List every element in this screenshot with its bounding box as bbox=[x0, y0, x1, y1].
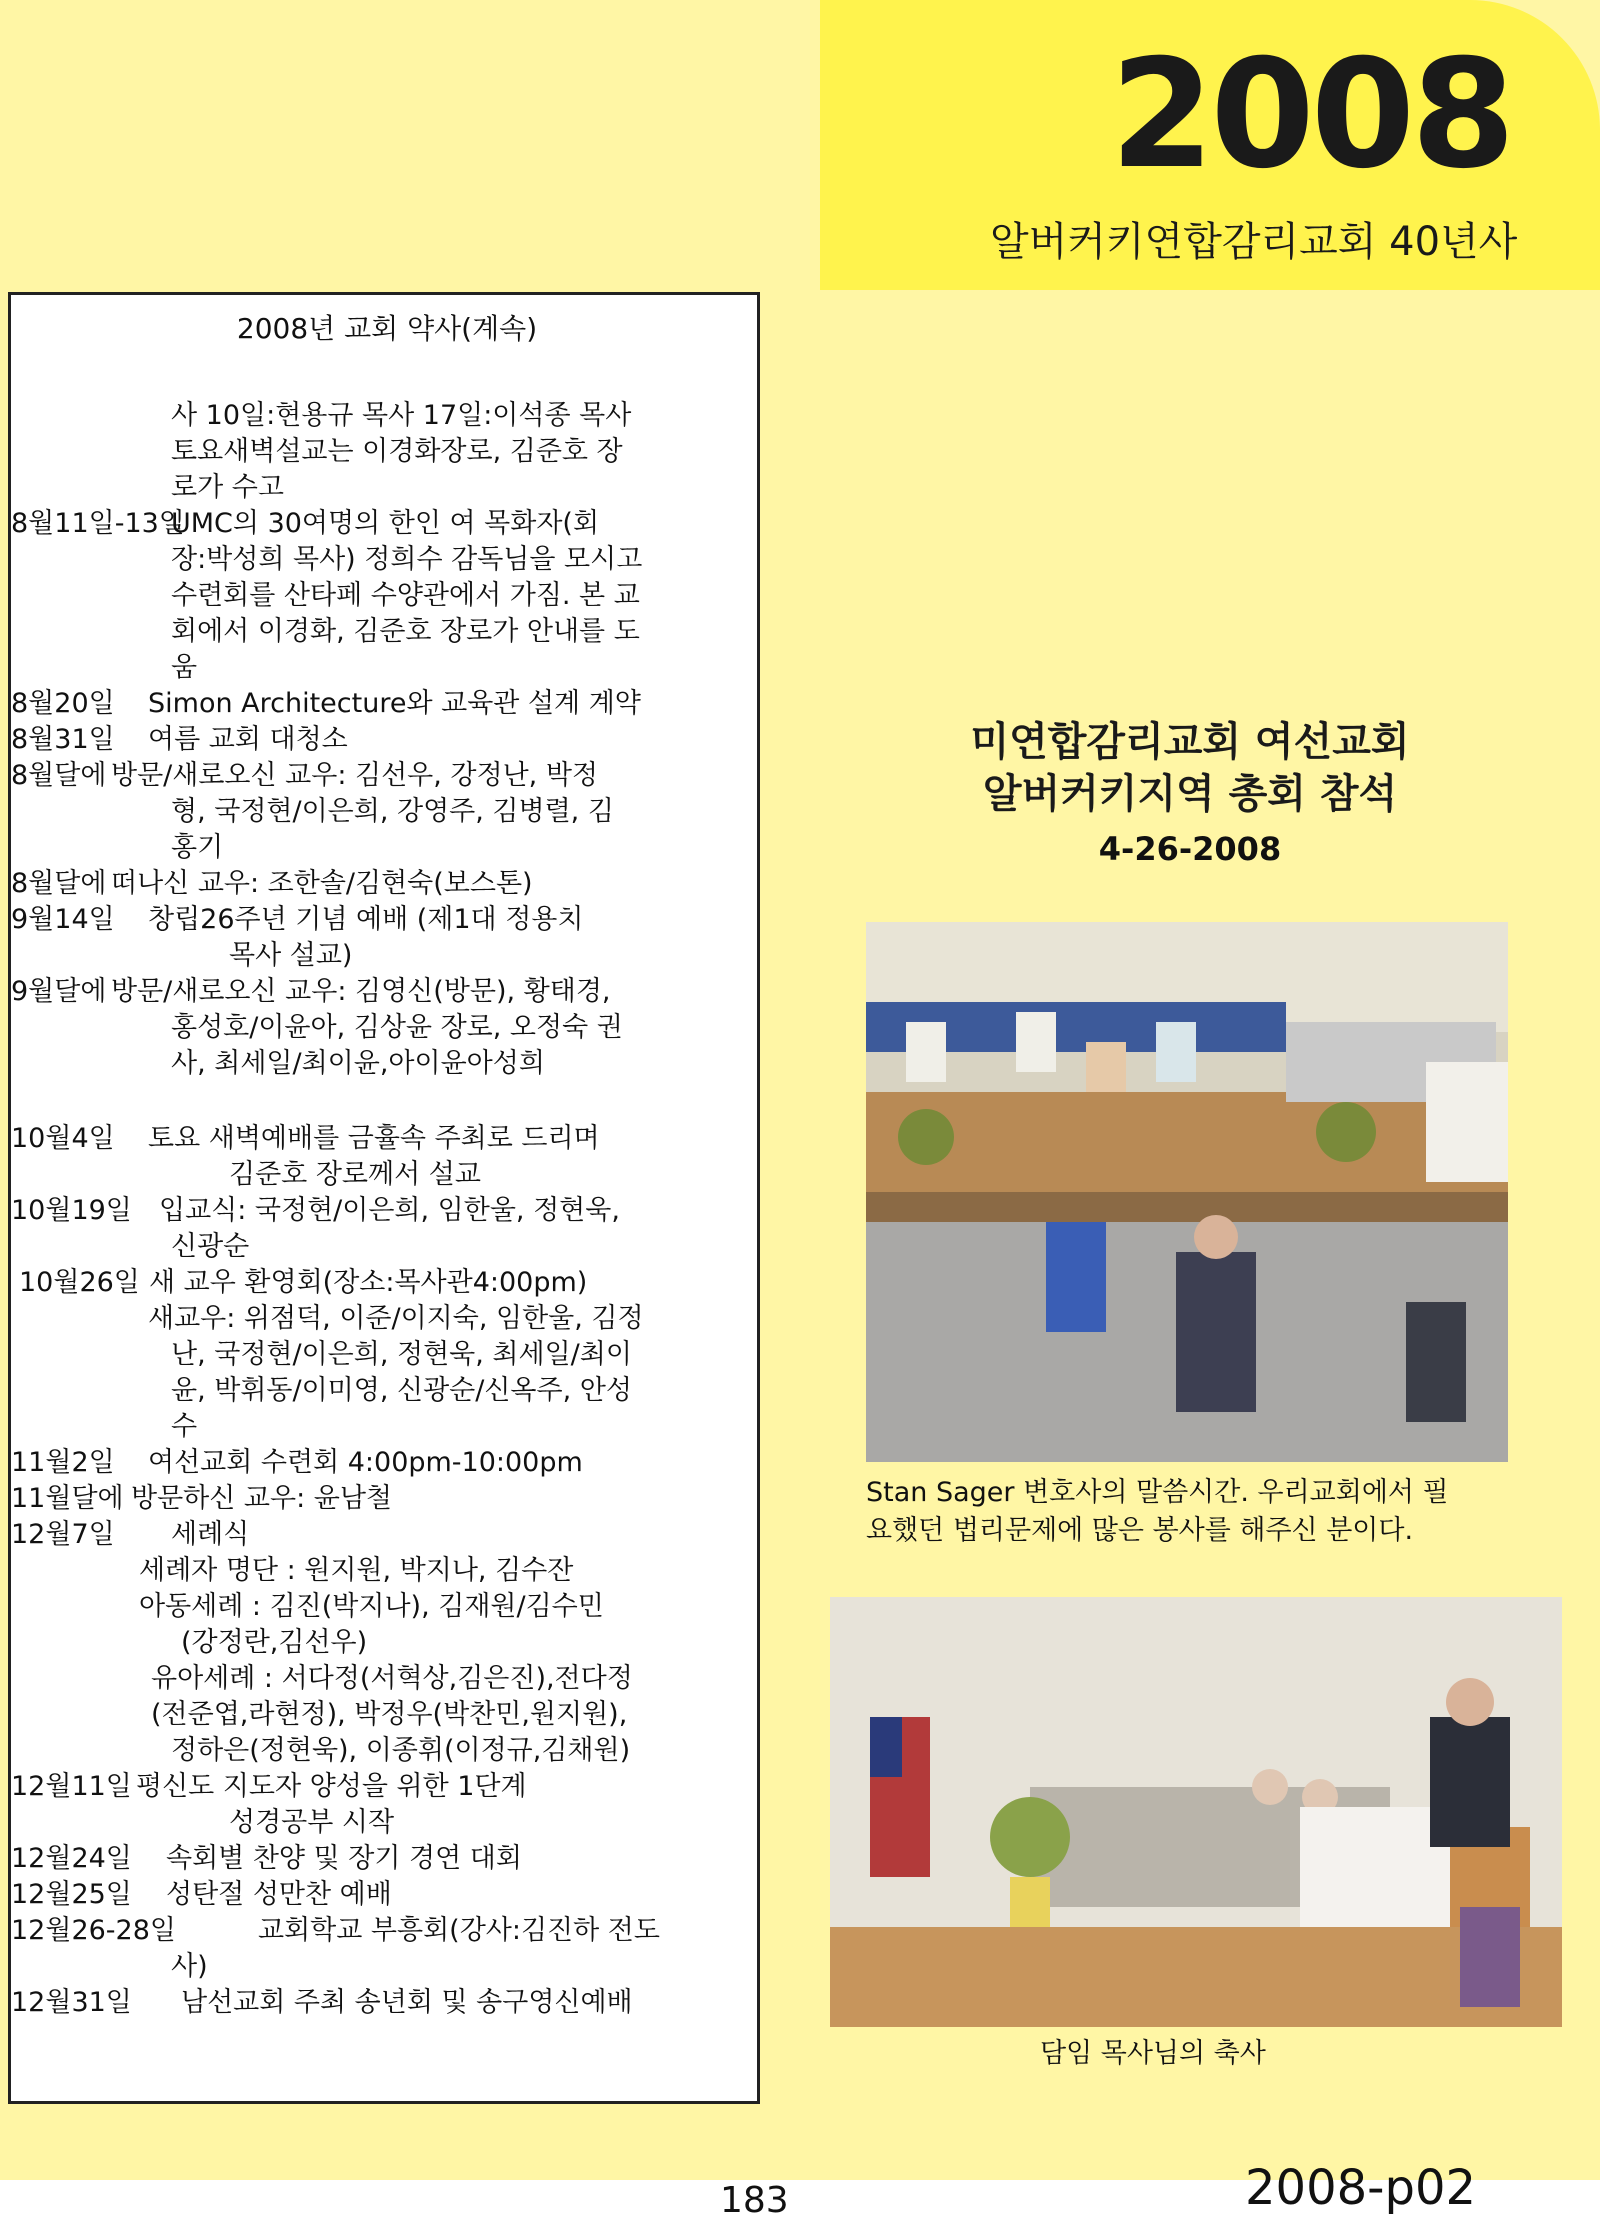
history-text: 입교식: 국정현/이은희, 임한울, 정현욱, bbox=[159, 1195, 620, 1226]
history-text: 정하은(정현욱), 이종휘(이정규,김채원) bbox=[171, 1735, 631, 1766]
event-title-line2: 알버커키지역 총회 참석 bbox=[982, 771, 1398, 817]
history-date: 8월달에 bbox=[11, 760, 107, 791]
history-text: 로가 수고 bbox=[171, 472, 284, 503]
history-text: 토요 새벽예배를 금휼속 주최로 드리며 bbox=[148, 1123, 600, 1154]
history-date: 9월달에 bbox=[11, 976, 107, 1007]
history-box bbox=[8, 292, 760, 2104]
history-date: 10월26일 bbox=[19, 1267, 140, 1298]
history-text: (전준엽,라현정), 박정우(박찬민,원지원), bbox=[151, 1699, 628, 1730]
history-text: 수련회를 산타페 수양관에서 가짐. 본 교 bbox=[171, 580, 640, 611]
history-date: 8월달에 bbox=[11, 868, 107, 899]
page-code: 2008-p02 bbox=[1245, 2160, 1477, 2216]
history-date: 12월31일 bbox=[11, 1987, 132, 2018]
photo1-caption-line1: Stan Sager 변호사의 말씀시간. 우리교회에서 필 bbox=[866, 1477, 1449, 1508]
history-text: Simon Architecture와 교육관 설계 계약 bbox=[148, 688, 641, 719]
event-date: 4-26-2008 bbox=[1098, 830, 1282, 868]
history-text: 새 교우 환영회(장소:목사관4:00pm) bbox=[149, 1267, 588, 1298]
history-text: 방문하신 교우: 윤남철 bbox=[131, 1483, 392, 1514]
history-date: 10월19일 bbox=[11, 1195, 132, 1226]
history-text: 속회별 찬양 및 장기 경연 대회 bbox=[166, 1843, 522, 1874]
history-text: 사, 최세일/최이윤,아이윤아성희 bbox=[171, 1048, 545, 1079]
history-text: 수 bbox=[171, 1411, 198, 1442]
history-date: 12월25일 bbox=[11, 1879, 132, 1910]
history-text: 움 bbox=[171, 652, 198, 683]
history-text: 방문/새로오신 교우: 김선우, 강정난, 박정 bbox=[111, 760, 598, 791]
history-title: 2008년 교회 약사(계속) bbox=[236, 312, 538, 345]
history-text: 세례자 명단 : 원지원, 박지나, 김수잔 bbox=[139, 1555, 574, 1586]
year-heading: 2008 bbox=[1110, 28, 1512, 202]
history-text: 난, 국정현/이은희, 정현욱, 최세일/최이 bbox=[171, 1339, 632, 1370]
history-text: 유아세례 : 서다정(서혁상,김은진),전다정 bbox=[151, 1663, 633, 1694]
page-number: 183 bbox=[720, 2180, 789, 2221]
history-date: 10월4일 bbox=[11, 1123, 115, 1154]
history-date: 11월달에 bbox=[11, 1483, 124, 1514]
history-text: 회에서 이경화, 김준호 장로가 안내를 도 bbox=[171, 616, 640, 647]
history-text: 홍기 bbox=[171, 832, 224, 863]
event-title-line1: 미연합감리교회 여선교회 bbox=[970, 719, 1410, 765]
history-date: 8월11일-13일 bbox=[11, 508, 185, 539]
history-text: 김준호 장로께서 설교 bbox=[229, 1159, 481, 1190]
history-text: 장:박성희 목사) 정희수 감독님을 모시고 bbox=[171, 544, 643, 575]
history-date: 8월20일 bbox=[11, 688, 115, 719]
history-text: 윤, 박휘동/이미영, 신광순/신옥주, 안성 bbox=[171, 1375, 632, 1406]
history-text: 홍성호/이윤아, 김상윤 장로, 오정숙 권 bbox=[171, 1012, 623, 1043]
history-text: 사) bbox=[171, 1951, 208, 1982]
history-date: 11월2일 bbox=[11, 1447, 115, 1478]
history-text: 사 10일:현용규 목사 17일:이석종 목사 bbox=[171, 400, 632, 431]
history-text: 여선교회 수련회 4:00pm-10:00pm bbox=[148, 1447, 583, 1478]
history-date: 8월31일 bbox=[11, 724, 115, 755]
history-text: 토요새벽설교는 이경화장로, 김준호 장 bbox=[171, 436, 623, 467]
history-text: 남선교회 주최 송년회 및 송구영신예배 bbox=[181, 1987, 633, 2018]
history-text: 성탄절 성만찬 예배 bbox=[166, 1879, 392, 1910]
history-text: (강정란,김선우) bbox=[181, 1627, 368, 1658]
history-text: 목사 설교) bbox=[229, 940, 353, 971]
history-text: 창립26주년 기념 예배 (제1대 정용치 bbox=[148, 904, 584, 935]
history-date: 12월24일 bbox=[11, 1843, 132, 1874]
history-text: 방문/새로오신 교우: 김영신(방문), 황태경, bbox=[111, 976, 611, 1007]
book-subtitle: 알버커키연합감리교회 40년사 bbox=[990, 219, 1518, 265]
history-date: 9월14일 bbox=[11, 904, 115, 935]
photo-speaker bbox=[866, 922, 1508, 1462]
history-text: 아동세례 : 김진(박지나), 김재원/김수민 bbox=[139, 1591, 604, 1622]
photo1-caption-line2: 요했던 법리문제에 많은 봉사를 해주신 분이다. bbox=[866, 1515, 1414, 1546]
history-text: 성경공부 시작 bbox=[229, 1807, 395, 1838]
photo2-caption: 담임 목사님의 축사 bbox=[1040, 2038, 1266, 2069]
history-text: 떠나신 교우: 조한솔/김현숙(보스톤) bbox=[111, 868, 533, 899]
photo-pastor bbox=[830, 1597, 1562, 2027]
history-text: 여름 교회 대청소 bbox=[148, 724, 348, 755]
history-date: 12월11일 bbox=[11, 1771, 132, 1802]
history-text: 신광순 bbox=[171, 1231, 250, 1262]
history-date: 12월26-28일 bbox=[11, 1915, 176, 1946]
history-text: 새교우: 위점덕, 이준/이지숙, 임한울, 김정 bbox=[148, 1303, 644, 1334]
history-text: 평신도 지도자 양성을 위한 1단계 bbox=[136, 1771, 527, 1802]
history-text: 교회학교 부흥회(강사:김진하 전도 bbox=[258, 1915, 660, 1946]
history-text: 세례식 bbox=[171, 1519, 250, 1550]
history-text: 형, 국정현/이은희, 강영주, 김병렬, 김 bbox=[171, 796, 614, 827]
history-text: UMC의 30여명의 한인 여 목화자(회 bbox=[171, 508, 600, 539]
history-date: 12월7일 bbox=[11, 1519, 115, 1550]
